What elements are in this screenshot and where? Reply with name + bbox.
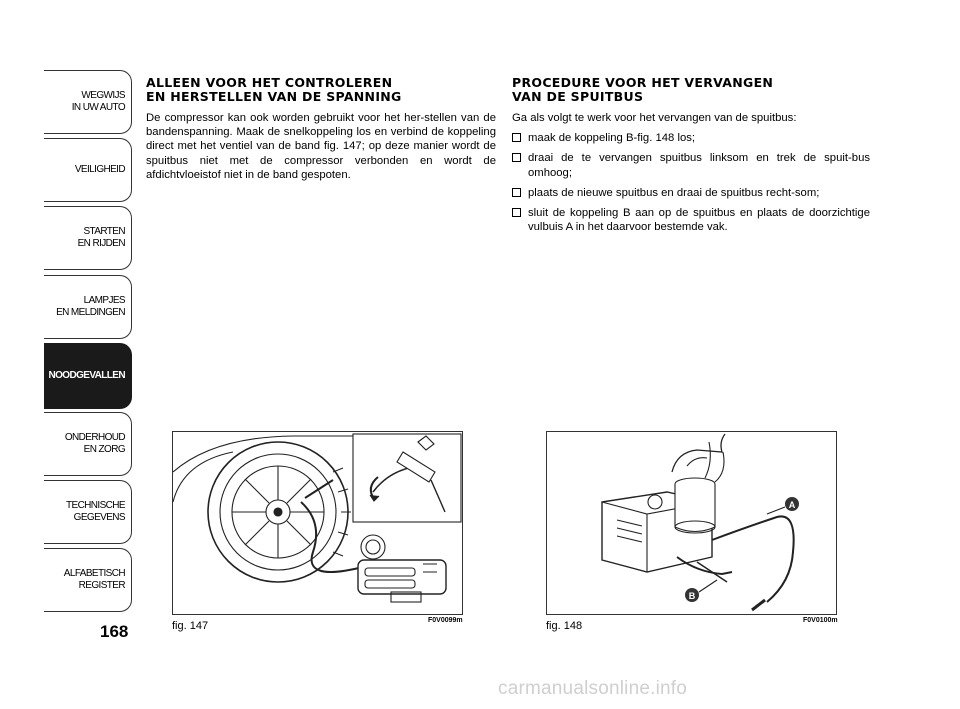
tab-register[interactable]	[44, 548, 132, 612]
tab-label: LAMPJES	[83, 295, 125, 306]
heading-line: ALLEEN VOOR HET CONTROLEREN	[146, 75, 393, 90]
tab-label: WEGWIJS	[81, 90, 125, 101]
step-text: draai de te vervangen spuitbus linksom en trek de spuit-bus omhoog;	[528, 152, 870, 179]
step-text: maak de koppeling B-fig. 148 los;	[528, 132, 696, 145]
figure-148-illustration	[546, 431, 837, 615]
figure-148-code: F0V0100m	[803, 617, 838, 624]
tab-label: STARTEN	[83, 226, 125, 237]
tyre-compressor-drawing	[173, 432, 463, 615]
tab-veiligheid[interactable]	[44, 138, 132, 202]
heading-line: PROCEDURE VOOR HET VERVANGEN	[512, 75, 774, 90]
procedure-steps	[512, 131, 870, 234]
tab-label: ONDERHOUD	[64, 432, 125, 443]
left-column	[146, 76, 496, 182]
figure-147-label: fig. 147	[172, 620, 209, 632]
heading-line: VAN DE SPUITBUS	[512, 89, 644, 104]
tab-label: ALFABETISCH	[63, 568, 125, 579]
right-column	[512, 76, 870, 240]
tab-noodgevallen[interactable]	[44, 343, 132, 409]
tab-label: EN ZORG	[83, 444, 125, 455]
step-text: sluit de koppeling B aan op de spuitbus en plaats de doorzichtige vulbuis A in het daarvoor bestemde vak.	[528, 207, 870, 234]
tab-label: TECHNISCHE	[65, 500, 125, 511]
canister-replacement-drawing	[547, 432, 837, 615]
checkbox-bullet-icon	[512, 133, 521, 142]
tab-label: EN MELDINGEN	[56, 307, 125, 318]
checkbox-bullet-icon	[512, 208, 521, 217]
tab-starten[interactable]	[44, 206, 132, 270]
tab-label: GEGEVENS	[73, 512, 125, 523]
tab-lampjes[interactable]	[44, 275, 132, 339]
list-item	[512, 206, 870, 234]
list-item	[512, 131, 870, 145]
section-heading-right	[512, 76, 870, 104]
tab-wegwijs[interactable]	[44, 70, 132, 134]
step-text: plaats de nieuwe spuitbus en draai de spuitbus recht-som;	[528, 186, 820, 199]
checkbox-bullet-icon	[512, 188, 521, 197]
list-item	[512, 151, 870, 179]
tab-technische[interactable]	[44, 480, 132, 544]
body-text-left: De compressor kan ook worden gebruikt voor het her-stellen van de bandenspanning. Maak de snelkoppeling los en verbind de koppeling direct met het ventiel van de band fig. 147; op deze manier wordt de spuitbus niet met de compressor verbonden en wordt de afdichtvloeistof niet in de band gespoten.	[146, 112, 496, 181]
tab-label: VEILIGHEID	[74, 164, 125, 175]
intro-text: Ga als volgt te werk voor het vervangen van de spuitbus:	[512, 112, 797, 124]
heading-line: EN HERSTELLEN VAN DE SPANNING	[146, 89, 402, 104]
callout-a-label: A	[788, 500, 796, 510]
figure-147-code: F0V0099m	[428, 617, 463, 624]
tab-label: NOODGEVALLEN	[48, 370, 125, 381]
tab-label: IN UW AUTO	[71, 102, 125, 113]
section-heading-left	[146, 76, 496, 104]
list-item	[512, 186, 870, 200]
figure-147-illustration	[172, 431, 463, 615]
tab-label: REGISTER	[78, 580, 125, 591]
watermark: carmanualsonline.info	[498, 678, 688, 699]
tab-onderhoud[interactable]	[44, 412, 132, 476]
figure-148-label: fig. 148	[546, 620, 583, 632]
tab-label: EN RIJDEN	[77, 238, 125, 249]
callout-b-label: B	[688, 591, 696, 601]
page-number: 168	[100, 622, 129, 641]
checkbox-bullet-icon	[512, 153, 521, 162]
